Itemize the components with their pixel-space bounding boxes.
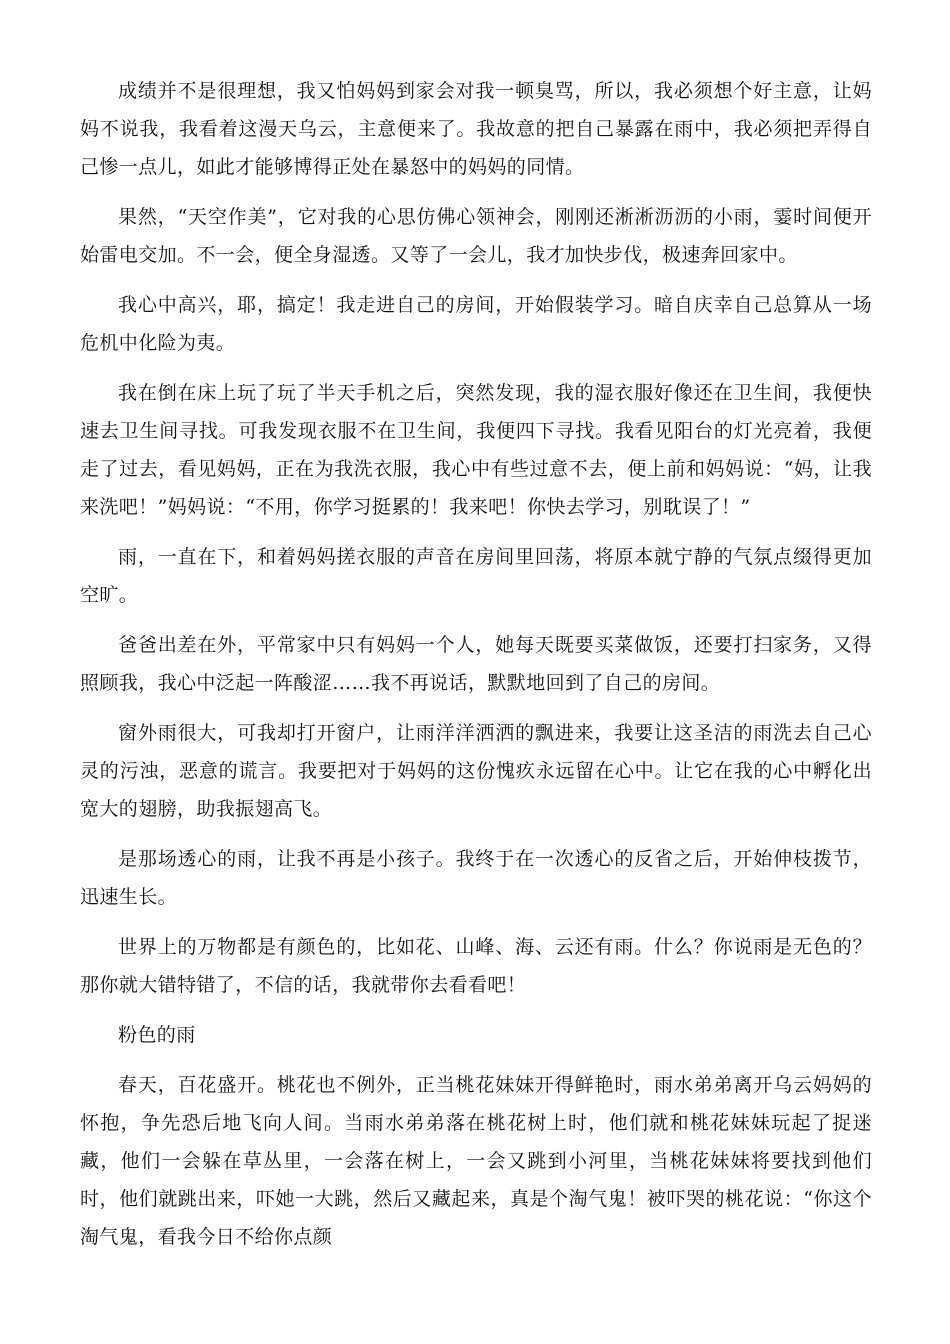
paragraph: 我在倒在床上玩了玩了半天手机之后，突然发现，我的湿衣服好像还在卫生间，我便快速去卫生间寻找。可我发现衣服不在卫生间，我便四下寻找。我看见阳台的灯光亮着，我便走了过去，看见妈妈，正在为我洗衣服，我心中有些过意不去，便上前和妈妈说：“妈，让我来洗吧！”妈妈说：“不用，你学习挺累的！我来吧！你快去学习，别耽误了！”	[80, 382, 872, 518]
paragraph: 我心中高兴，耶，搞定！我走进自己的房间，开始假装学习。暗自庆幸自己总算从一场危机中化险为夷。	[80, 294, 872, 354]
paragraph: 成绩并不是很理想，我又怕妈妈到家会对我一顿臭骂，所以，我必须想个好主意，让妈妈不说我，我看着这漫天乌云，主意便来了。我故意的把自己暴露在雨中，我必须把弄得自己惨一点儿，如此才能够博得正处在暴怒中的妈妈的同情。	[80, 80, 872, 178]
paragraph: 爸爸出差在外，平常家中只有妈妈一个人，她每天既要买菜做饭，还要打扫家务，又得照顾我，我心中泛起一阵酸涩……我不再说话，默默地回到了自己的房间。	[80, 634, 872, 694]
section-heading: 粉色的雨	[118, 1024, 196, 1046]
paragraph: 是那场透心的雨，让我不再是小孩子。我终于在一次透心的反省之后，开始伸枝拨节，迅速生长。	[80, 848, 872, 908]
paragraph: 春天，百花盛开。桃花也不例外，正当桃花妹妹开得鲜艳时，雨水弟弟离开乌云妈妈的怀抱，争先恐后地飞向人间。当雨水弟弟落在桃花树上时，他们就和桃花妹妹玩起了捉迷藏，他们一会躲在草丛里，一会落在树上，一会又跳到小河里，当桃花妹妹将要找到他们时，他们就跳出来，吓她一大跳，然后又藏起来，真是个淘气鬼！被吓哭的桃花说：“你这个淘气鬼，看我今日不给你点颜	[80, 1074, 872, 1248]
document-body	[80, 72, 872, 1268]
paragraph: 世界上的万物都是有颜色的，比如花、山峰、海、云还有雨。什么？你说雨是无色的？那你就大错特错了，不信的话，我就带你去看看吧！	[80, 936, 872, 996]
paragraph: 雨，一直在下，和着妈妈搓衣服的声音在房间里回荡，将原本就宁静的气氛点缀得更加空旷。	[80, 546, 872, 606]
paragraph: 窗外雨很大，可我却打开窗户，让雨洋洋洒洒的飘进来，我要让这圣洁的雨洗去自己心灵的污浊，恶意的谎言。我要把对于妈妈的这份愧疚永远留在心中。让它在我的心中孵化出宽大的翅膀，助我振翅高飞。	[80, 722, 872, 820]
paragraph: 果然，“天空作美”，它对我的心思仿佛心领神会，刚刚还淅淅沥沥的小雨，霎时间便开始雷电交加。不一会，便全身湿透。又等了一会儿，我才加快步伐，极速奔回家中。	[80, 206, 872, 266]
